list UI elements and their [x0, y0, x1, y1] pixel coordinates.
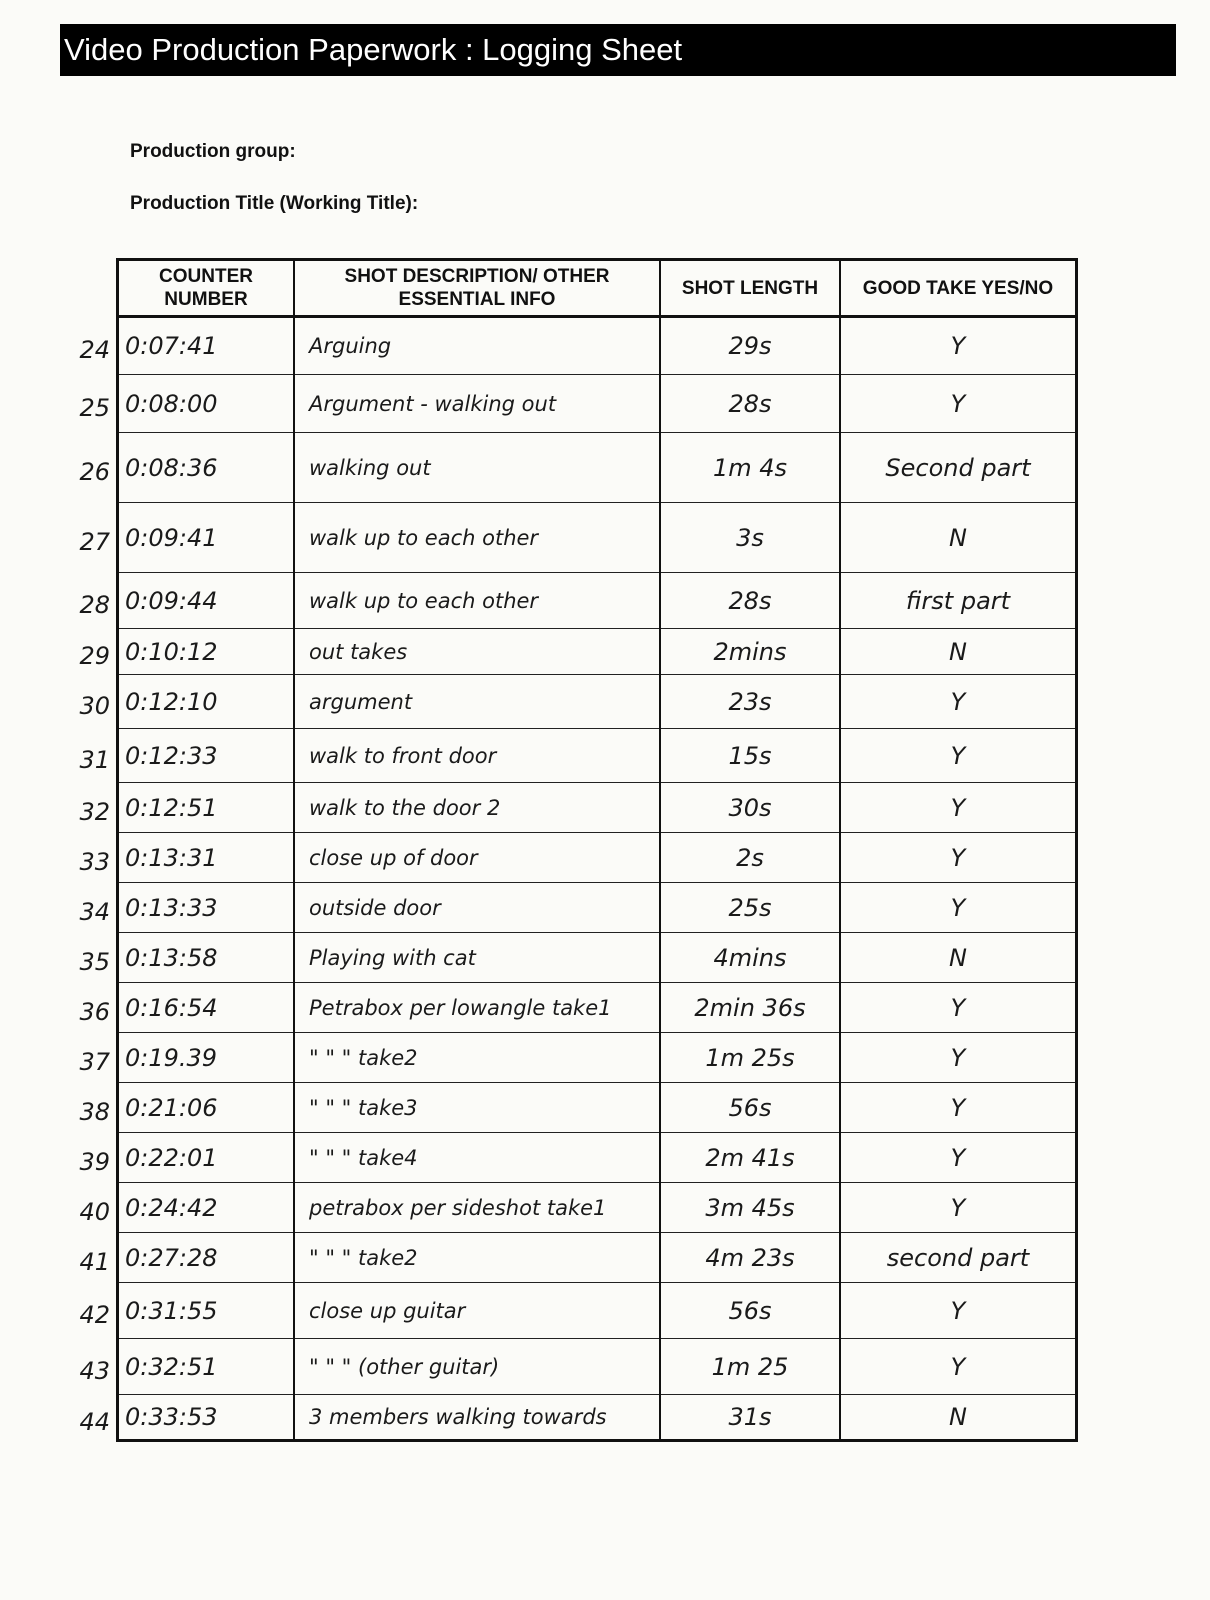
description-cell: close up guitar [294, 1283, 660, 1339]
length-cell: 4m 23s [660, 1233, 840, 1283]
length-cell: 30s [660, 783, 840, 833]
description-cell: walk to the door 2 [294, 783, 660, 833]
good-take-cell: N [840, 933, 1077, 983]
row-number: 33 [79, 848, 110, 876]
counter-cell: 0:13:58 [118, 933, 295, 983]
table-row [118, 629, 1077, 675]
counter-cell: 0:19.39 [118, 1033, 295, 1083]
row-number: 36 [79, 998, 110, 1026]
length-cell: 1m 25s [660, 1033, 840, 1083]
counter-cell: 0:09:41 [118, 503, 295, 573]
table-row [118, 573, 1077, 629]
description-cell: Argument - walking out [294, 375, 660, 433]
table-header-row [118, 260, 1077, 317]
length-cell: 31s [660, 1395, 840, 1441]
good-take-cell: N [840, 1395, 1077, 1441]
table-body [118, 317, 1077, 1441]
row-number: 28 [79, 591, 110, 619]
length-cell: 29s [660, 317, 840, 375]
page-title: Video Production Paperwork : Logging Sheet [60, 24, 1176, 76]
table-row [118, 1283, 1077, 1339]
description-cell: " " " take2 [294, 1033, 660, 1083]
good-take-cell: Y [840, 317, 1077, 375]
counter-cell: 0:08:36 [118, 433, 295, 503]
good-take-cell: second part [840, 1233, 1077, 1283]
good-take-cell: N [840, 503, 1077, 573]
row-number: 24 [79, 336, 110, 364]
good-take-cell: Y [840, 1133, 1077, 1183]
production-group-label: Production group: [130, 141, 296, 162]
good-take-cell: Y [840, 1283, 1077, 1339]
description-cell: Arguing [294, 317, 660, 375]
row-number: 29 [79, 642, 110, 670]
description-cell: 3 members walking towards [294, 1395, 660, 1441]
length-cell: 2s [660, 833, 840, 883]
counter-cell: 0:10:12 [118, 629, 295, 675]
description-cell: Petrabox per lowangle take1 [294, 983, 660, 1033]
table-row [118, 983, 1077, 1033]
table-row [118, 933, 1077, 983]
length-cell: 2m 41s [660, 1133, 840, 1183]
length-cell: 56s [660, 1083, 840, 1133]
length-cell: 3s [660, 503, 840, 573]
table-row [118, 675, 1077, 729]
length-cell: 3m 45s [660, 1183, 840, 1233]
row-number: 42 [79, 1301, 110, 1329]
length-cell: 1m 25 [660, 1339, 840, 1395]
length-cell: 1m 4s [660, 433, 840, 503]
table-row [118, 1395, 1077, 1441]
counter-cell: 0:27:28 [118, 1233, 295, 1283]
length-cell: 2mins [660, 629, 840, 675]
row-number: 27 [79, 528, 110, 556]
table-row [118, 833, 1077, 883]
table-row [118, 375, 1077, 433]
good-take-cell: Y [840, 783, 1077, 833]
good-take-cell: Y [840, 675, 1077, 729]
row-number: 26 [79, 458, 110, 486]
description-cell: " " " take4 [294, 1133, 660, 1183]
column-header-counter: COUNTER NUMBER [118, 260, 295, 317]
table-row [118, 1339, 1077, 1395]
row-number: 39 [79, 1148, 110, 1176]
length-cell: 28s [660, 573, 840, 629]
good-take-cell: Y [840, 375, 1077, 433]
row-number: 38 [79, 1098, 110, 1126]
counter-cell: 0:12:10 [118, 675, 295, 729]
counter-cell: 0:08:00 [118, 375, 295, 433]
column-header-length: SHOT LENGTH [660, 260, 840, 317]
description-cell: close up of door [294, 833, 660, 883]
production-title-label: Production Title (Working Title): [130, 193, 419, 214]
counter-cell: 0:22:01 [118, 1133, 295, 1183]
table-row [118, 503, 1077, 573]
counter-cell: 0:07:41 [118, 317, 295, 375]
good-take-cell: Y [840, 833, 1077, 883]
column-header-good-take: GOOD TAKE YES/NO [840, 260, 1077, 317]
table-row [118, 317, 1077, 375]
column-header-description: SHOT DESCRIPTION/ OTHER ESSENTIAL INFO [294, 260, 660, 317]
good-take-cell: Y [840, 729, 1077, 783]
table-row [118, 729, 1077, 783]
table-row [118, 1233, 1077, 1283]
good-take-cell: Y [840, 1033, 1077, 1083]
length-cell: 15s [660, 729, 840, 783]
length-cell: 23s [660, 675, 840, 729]
counter-cell: 0:16:54 [118, 983, 295, 1033]
row-number: 34 [79, 898, 110, 926]
counter-cell: 0:13:33 [118, 883, 295, 933]
good-take-cell: Y [840, 1083, 1077, 1133]
description-cell: " " " take2 [294, 1233, 660, 1283]
description-cell: " " " (other guitar) [294, 1339, 660, 1395]
good-take-cell: Y [840, 883, 1077, 933]
table-row [118, 1083, 1077, 1133]
length-cell: 2min 36s [660, 983, 840, 1033]
row-number: 43 [79, 1357, 110, 1385]
counter-cell: 0:33:53 [118, 1395, 295, 1441]
row-number: 40 [79, 1198, 110, 1226]
counter-cell: 0:24:42 [118, 1183, 295, 1233]
row-number: 37 [79, 1048, 110, 1076]
row-number: 32 [79, 798, 110, 826]
table-row [118, 433, 1077, 503]
description-cell: petrabox per sideshot take1 [294, 1183, 660, 1233]
row-number: 35 [79, 948, 110, 976]
row-number-column [58, 321, 116, 1445]
counter-cell: 0:12:51 [118, 783, 295, 833]
good-take-cell: Y [840, 1339, 1077, 1395]
description-cell: walking out [294, 433, 660, 503]
counter-cell: 0:32:51 [118, 1339, 295, 1395]
counter-cell: 0:31:55 [118, 1283, 295, 1339]
row-number: 25 [79, 394, 110, 422]
good-take-cell: Y [840, 983, 1077, 1033]
counter-cell: 0:13:31 [118, 833, 295, 883]
logging-table [116, 258, 1078, 1442]
row-number: 44 [79, 1408, 110, 1436]
row-number: 41 [79, 1248, 110, 1276]
table-row [118, 1033, 1077, 1083]
length-cell: 25s [660, 883, 840, 933]
row-number: 30 [79, 692, 110, 720]
description-cell: walk to front door [294, 729, 660, 783]
table-row [118, 1183, 1077, 1233]
description-cell: out takes [294, 629, 660, 675]
length-cell: 28s [660, 375, 840, 433]
description-cell: argument [294, 675, 660, 729]
counter-cell: 0:12:33 [118, 729, 295, 783]
description-cell: walk up to each other [294, 573, 660, 629]
good-take-cell: Second part [840, 433, 1077, 503]
description-cell: " " " take3 [294, 1083, 660, 1133]
length-cell: 4mins [660, 933, 840, 983]
table-row [118, 883, 1077, 933]
counter-cell: 0:21:06 [118, 1083, 295, 1133]
length-cell: 56s [660, 1283, 840, 1339]
table-row [118, 1133, 1077, 1183]
table-row [118, 783, 1077, 833]
good-take-cell: N [840, 629, 1077, 675]
description-cell: outside door [294, 883, 660, 933]
description-cell: Playing with cat [294, 933, 660, 983]
counter-cell: 0:09:44 [118, 573, 295, 629]
good-take-cell: Y [840, 1183, 1077, 1233]
description-cell: walk up to each other [294, 503, 660, 573]
row-number: 31 [79, 746, 110, 774]
good-take-cell: first part [840, 573, 1077, 629]
